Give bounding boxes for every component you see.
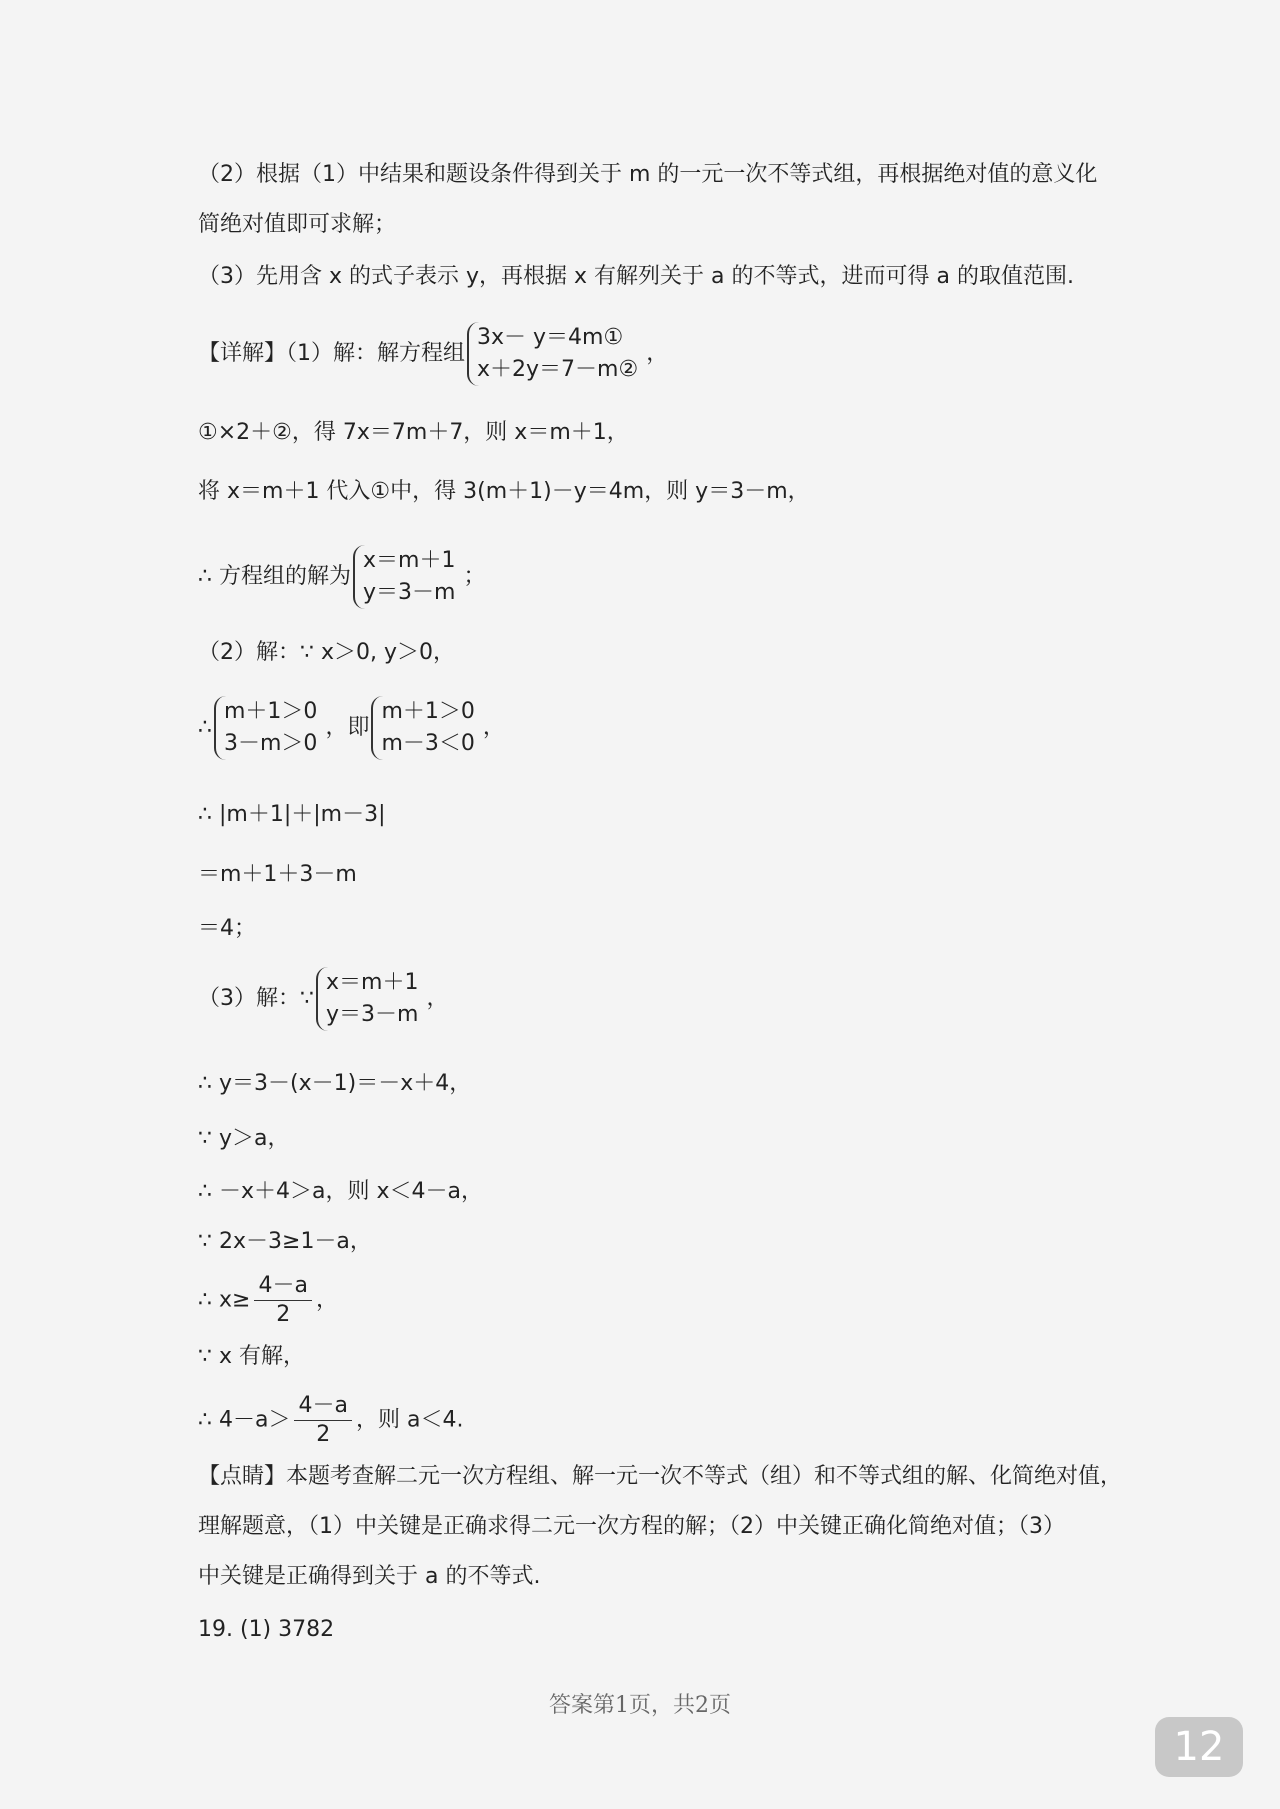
punct: ，: [426, 986, 449, 1011]
text-line: ＝4；: [198, 916, 256, 941]
text-line: ∴ |m＋1|＋|m－3|: [198, 802, 386, 827]
solution-prefix: ∴ 方程组的解为: [198, 564, 351, 589]
page-footer: 答案第1页，共2页: [549, 1693, 731, 1718]
result-text: ，则 a＜4.: [355, 1407, 464, 1433]
detail-line: [198, 322, 668, 386]
text-line: ＝m＋1＋3－m: [198, 862, 357, 887]
part3-prefix: （3）解：∵: [198, 986, 314, 1011]
solution-line: [198, 545, 485, 609]
text-line: （3）先用含 x 的式子表示 y，再根据 x 有解列关于 a 的不等式，进而可得 a 的取值范围.: [198, 264, 1074, 289]
ineq-mid: ，即: [325, 715, 370, 740]
equation-row: y＝3－m: [326, 1002, 419, 1027]
fraction: [254, 1272, 311, 1329]
inequality-line: [198, 696, 505, 760]
solution-system: [353, 545, 459, 609]
fraction: [294, 1392, 351, 1449]
equation-row: x＝m＋1: [326, 970, 419, 995]
part3-line: [198, 967, 448, 1031]
page-number-badge[interactable]: 12: [1155, 1717, 1243, 1777]
text-line: 将 x＝m＋1 代入①中，得 3(m＋1)－y＝4m，则 y＝3－m，: [198, 479, 810, 504]
equation-row: 3x－ y＝4m①: [477, 325, 624, 350]
fraction-line: [198, 1392, 463, 1449]
text-line: ∵ 2x－3≥1－a，: [198, 1229, 372, 1254]
punct: ；: [463, 564, 486, 589]
frac-prefix: ∴ x≥: [198, 1287, 251, 1313]
punct: ，: [482, 715, 505, 740]
text-line: 【点睛】本题考查解二元一次方程组、解一元一次不等式（组）和不等式组的解、化简绝对值，: [198, 1464, 1123, 1489]
text-line: ∵ x 有解，: [198, 1344, 306, 1369]
denominator: 2: [276, 1302, 291, 1327]
equation-row: x＋2y＝7－m②: [477, 357, 639, 382]
numerator: 4－a: [294, 1392, 351, 1421]
ineq-prefix: ∴: [198, 715, 212, 740]
equation-row: x＝m＋1: [363, 548, 456, 573]
detail-prefix: 【详解】（1）解：解方程组: [198, 341, 465, 366]
inequality-system: [214, 696, 321, 760]
text-line: 简绝对值即可求解；: [198, 212, 397, 237]
text-line: （2）根据（1）中结果和题设条件得到关于 m 的一元一次不等式组，再根据绝对值的意义化: [198, 162, 1098, 187]
text-line: ∴ －x＋4＞a，则 x＜4－a，: [198, 1179, 483, 1204]
text-line: 理解题意，（1）中关键是正确求得二元一次方程的解；（2）中关键正确化简绝对值；（3）: [198, 1514, 1065, 1539]
inequality-row: 3－m＞0: [224, 731, 318, 756]
denominator: 2: [316, 1422, 331, 1447]
frac-prefix: ∴ 4－a＞: [198, 1407, 291, 1433]
inequality-row: m－3＜0: [381, 731, 475, 756]
text-line: ∵ y＞a，: [198, 1126, 290, 1151]
inequality-row: m＋1＞0: [381, 699, 475, 724]
equation-system: [467, 322, 642, 386]
solution-system: [316, 967, 422, 1031]
text-line: （2）解：∵ x＞0, y＞0，: [198, 640, 456, 665]
text-line: ∴ y＝3－(x－1)＝－x＋4，: [198, 1071, 472, 1096]
numerator: 4－a: [254, 1272, 311, 1301]
punct: ，: [315, 1287, 338, 1313]
text-line: ①×2＋②，得 7x＝7m＋7，则 x＝m＋1，: [198, 420, 629, 445]
punct: ，: [646, 341, 669, 366]
text-line: 中关键是正确得到关于 a 的不等式.: [198, 1564, 541, 1589]
inequality-system: [371, 696, 478, 760]
fraction-line: [198, 1272, 338, 1329]
text-line: 19. (1) 3782: [198, 1617, 335, 1642]
inequality-row: m＋1＞0: [224, 699, 318, 724]
equation-row: y＝3－m: [363, 580, 456, 605]
